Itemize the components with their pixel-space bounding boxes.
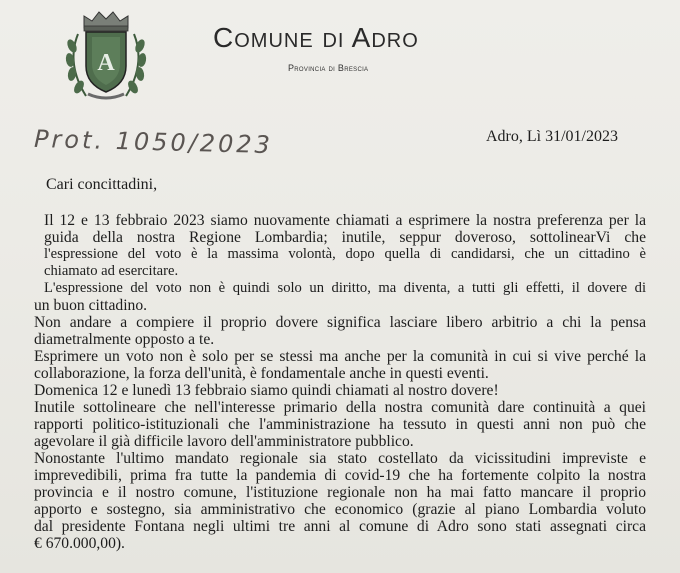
body-line: Esprimere un voto non è solo per se stessi ma anche per la comunità in cui si vive perché la: [34, 348, 646, 365]
body-line: Nonostante l'ultimo mandato regionale sia stato costellato da vicissitudini impreviste e: [34, 450, 646, 467]
body-line: L'espressione del voto non è quindi solo un diritto, ma diventa, a tutti gli effetti, il dovere di: [44, 280, 646, 296]
crest-letter: A: [97, 50, 115, 76]
body-line: dal presidente Fontana negli ultimi tre anni al comune di Adro sono stati assegnati circa: [34, 518, 646, 535]
municipal-crest-icon: [58, 4, 154, 108]
body-line: guida della nostra Regione Lombardia; inutile, seppur doveroso, sottolinearVi che: [44, 229, 646, 246]
letter-body: [34, 212, 646, 552]
body-line: l'espressione del voto è la massima volontà, dopo quella di candidarsi, che un cittadino è: [44, 246, 646, 262]
body-line: € 670.000,00).: [34, 535, 125, 552]
letter-date: Adro, Lì 31/01/2023: [486, 128, 618, 145]
protocol-number-handwritten: Prot. 1050/2023: [33, 124, 274, 160]
greeting: Cari concittadini,: [46, 176, 158, 193]
body-line: Inutile sottolineare che nell'interesse primario della nostra comunità dare continuità a quei: [34, 399, 646, 416]
body-line: rapporti politico-istituzionali che l'amministrazione ha tessuto in questi anni non può che: [34, 416, 646, 433]
body-line: provincia e il nostro comune, l'istituzione regionale non ha mai fatto mancare il proprio: [34, 484, 646, 501]
body-line: agevolare il già difficile lavoro dell'amministratore pubblico.: [34, 433, 414, 450]
body-line: apporto e sostegno, sia amministrativo che economico (grazie al piano Lombardia voluto: [34, 501, 646, 518]
body-line: collaborazione, la forza dell'unità, è fondamentale anche in questi eventi.: [34, 365, 489, 382]
body-line: Domenica 12 e lunedì 13 febbraio siamo quindi chiamati al nostro dovere!: [34, 382, 499, 399]
municipality-title: Comune di Adro: [213, 22, 419, 53]
body-line: Non andare a compiere il proprio dovere significa lasciare libero arbitrio a chi la pensa: [34, 314, 646, 331]
body-line: un buon cittadino.: [34, 297, 148, 314]
body-line: diametralmente opposto a te.: [34, 331, 215, 348]
body-line: chiamato ad esercitare.: [44, 263, 179, 279]
body-line: Il 12 e 13 febbraio 2023 siamo nuovamente chiamati a esprimere la nostra preferenza per la: [44, 212, 646, 229]
body-line: imprevedibili, prima fra tutte la pandemia di covid-19 che ha fortemente colpito la nostra: [34, 467, 646, 484]
province-subtitle: Provincia di Brescia: [288, 63, 369, 73]
